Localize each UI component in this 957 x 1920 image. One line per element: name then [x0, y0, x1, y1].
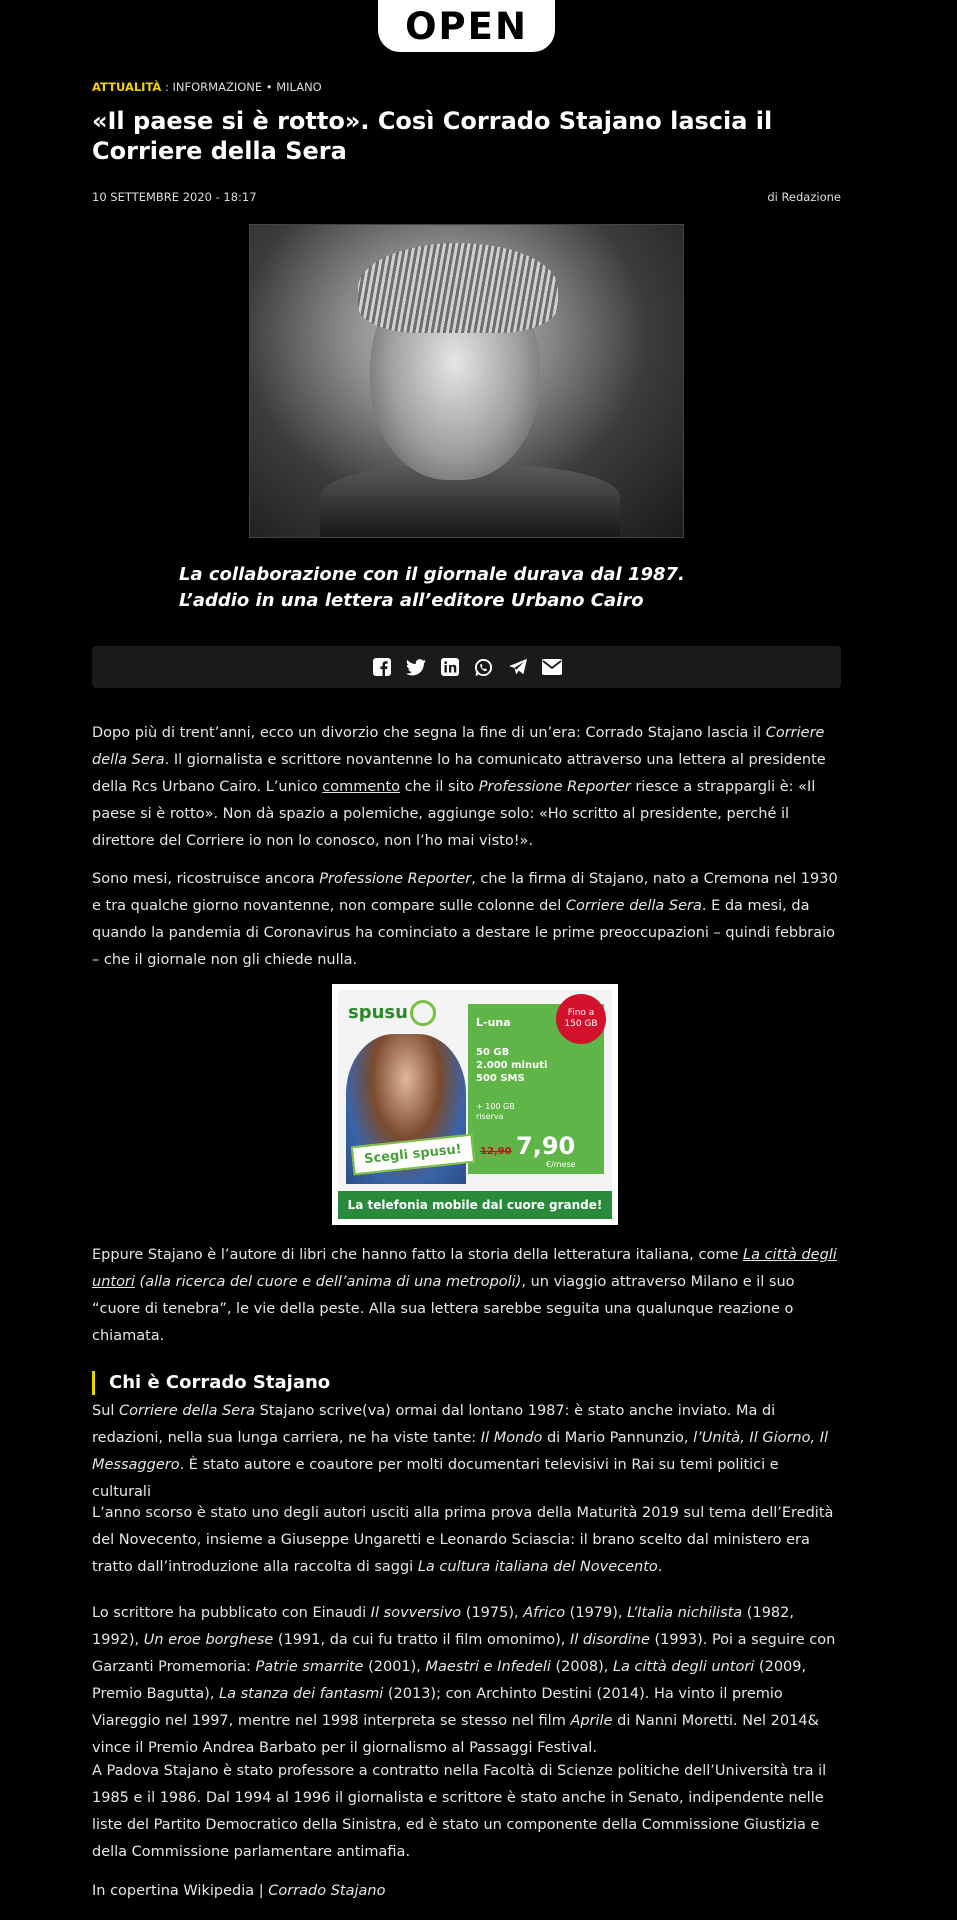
linkedin-icon[interactable] [440, 657, 460, 677]
commento-link[interactable]: commento [322, 779, 401, 795]
paragraph-2: Sono mesi, ricostruisce ancora Professione Reporter, che la firma di Stajano, nato a Cremona nel 1930 e tra qualche giorno novantenne, non compare sulle colonne del Corriere della Sera. E da mesi, da quando la pandemia di Coronavirus ha cominciato a destare le prime preoccupazioni – quindi febbraio – che il giornale non gli chiede nulla. [92, 871, 838, 968]
site-logo[interactable]: OPEN [378, 0, 555, 52]
hero-image [249, 224, 684, 538]
publish-date: 10 SETTEMBRE 2020 - 18:17 [92, 190, 257, 204]
article-meta [92, 190, 841, 204]
paragraph-4: Sul Corriere della Sera Stajano scrive(va) ormai dal lontano 1987: è stato anche inviato. Ma di redazioni, nella sua lunga carriera, ne ha viste tante: Il Mondo di Mario Pannunzio, l’Unità, Il Giorno, Il Messaggero. È stato autore e coautore per molti documentari televisivi in Rai su temi politici e culturali [92, 1403, 829, 1500]
author[interactable]: di Redazione [767, 190, 841, 204]
share-bar [92, 646, 841, 688]
facebook-icon[interactable] [372, 657, 392, 677]
mail-icon[interactable] [542, 657, 562, 677]
book-link[interactable]: La città degli untori [92, 1247, 837, 1290]
spusu-logo-icon [410, 1000, 436, 1026]
paragraph-7: A Padova Stajano è stato professore a contratto nella Facoltà di Scienze politiche dell’Università tra il 1985 e il 1986. Dal 1994 al 1996 il giornalista e scrittore è stato anche in Senato, indipendente nelle liste del Partito Democratico della Sinistra, ed è stato un componente della Commissione Giustizia e della Commissione parlamentare antimafia. [92, 1763, 827, 1860]
article-kicker [92, 80, 841, 94]
paragraph-1: Dopo più di trent’anni, ecco un divorzio che segna la fine di un’era: Corrado Stajano lascia il Corriere della Sera. Il giornalista e scrittore novantenne lo ha comunicato attraverso una lettera al presidente della Rcs Urbano Cairo. L’unico commento che il sito Professione Reporter riesce a strappargli è: «Il paese si è rotto». Non dà spazio a polemiche, aggiunge solo: «Ho scritto al presidente, perché il direttore del Corriere io non lo conosco, non l’ho mai visto!». [92, 725, 826, 849]
paragraph-5: L’anno scorso è stato uno degli autori usciti alla prima prova della Maturità 2019 sul tema dell’Eredità del Novecento, insieme a Giuseppe Ungaretti e Leonardo Sciascia: il brano scelto dal ministero era tratto dall’introduzione alla raccolta di saggi La cultura italiana del Novecento. [92, 1505, 834, 1575]
article-subtitle: La collaborazione con il giornale durava dal 1987. L’addio in una lettera all’editore Urbano Cairo [179, 564, 685, 611]
article-title: «Il paese si è rotto». Così Corrado Stajano lascia il Corriere della Sera [92, 107, 773, 165]
paragraph-6: Lo scrittore ha pubblicato con Einaudi Il sovversivo (1975), Africo (1979), L’Italia nichilista (1982, 1992), Un eroe borghese (1991, da cui fu tratto il film omonimo), Il disordine (1993). Poi a seguire con Garzanti Promemoria: Patrie smarrite (2001), Maestri e Infedeli (2008), La città degli untori (2009, Premio Bagutta), La stanza dei fantasmi (2013); con Archinto Destini (2014). Ha vinto il premio Viareggio nel 1997, mentre nel 1998 interpreta se stesso nel film Aprile di Nanni Moretti. Nel 2014& vince il Premio Andrea Barbato per il giornalismo al Passaggi Festival. [92, 1605, 836, 1756]
advertisement-banner[interactable] [332, 984, 618, 1225]
telegram-icon[interactable] [508, 657, 528, 677]
ad-cta[interactable]: Scegli spusu! [351, 1134, 475, 1176]
paragraph-3: Eppure Stajano è l’autore di libri che hanno fatto la storia della letteratura italiana, come La città degli untori (alla ricerca del cuore e dell’anima di una metropoli), un viaggio attraverso Milano e il suo “cuore di tenebra”, le vie della peste. Alla sua lettera sarebbe seguita una qualunque reazione o chiamata. [92, 1247, 837, 1344]
whatsapp-icon[interactable] [474, 657, 494, 677]
ad-badge: Fino a 150 GB [556, 994, 606, 1044]
ad-brand: spusu [348, 1002, 408, 1023]
section-heading: Chi è Corrado Stajano [92, 1371, 330, 1395]
twitter-icon[interactable] [406, 657, 426, 677]
ad-offer-card: L-una 50 GB 2.000 minuti 500 SMS + 100 GB riserva 12,90 7,90 €/mese [468, 1004, 604, 1174]
tags: : INFORMAZIONE • MILANO [161, 80, 322, 94]
ad-footer: La telefonia mobile dal cuore grande! [338, 1191, 612, 1219]
photo-credit: In copertina Wikipedia | Corrado Stajano [92, 1883, 386, 1899]
category-link[interactable]: ATTUALITÀ [92, 80, 162, 94]
